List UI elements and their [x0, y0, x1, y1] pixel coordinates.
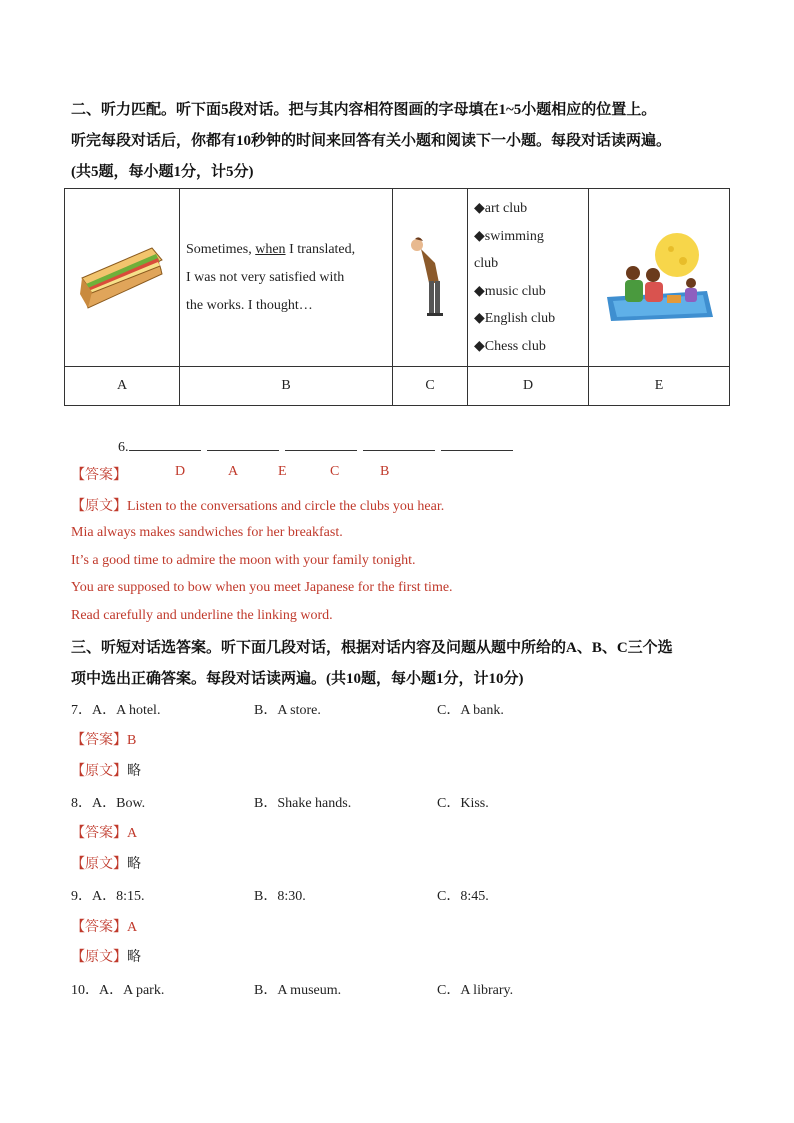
q8-option-c: C．Kiss.	[437, 796, 489, 811]
original-tag: 【原文】	[71, 950, 127, 965]
cell-d-clubs	[468, 189, 589, 367]
section2-heading-line1: 二、听力匹配。听下面5段对话。把与其内容相符图画的字母填在1~5小题相应的位置上。	[71, 102, 657, 118]
q9-answer	[71, 916, 137, 936]
answer-value: B	[380, 464, 390, 479]
q10-option-c: C．A library.	[437, 983, 514, 998]
answer-value: A	[127, 920, 138, 935]
letter-d: D	[468, 367, 589, 406]
club-item: ◆art club	[474, 201, 528, 216]
cellB-underline: when	[255, 241, 286, 257]
cellB-line2: I was not very satisfied with	[186, 269, 345, 285]
q8-option-a: 8．A．Bow.	[71, 796, 146, 811]
q9-option-c: C．8:45.	[437, 889, 489, 904]
cell-c-bow	[393, 189, 468, 367]
club-item: ◆music club	[474, 283, 546, 299]
sandwich-image	[76, 240, 168, 310]
answer-blank[interactable]	[129, 436, 201, 451]
original-value: 略	[127, 950, 141, 965]
q6-blanks	[118, 436, 519, 456]
answer-blank[interactable]	[441, 436, 513, 451]
original-tag: 【原文】	[71, 857, 127, 872]
q8-answer	[71, 822, 137, 842]
moon-family-image	[603, 225, 715, 325]
letter-a: A	[65, 367, 180, 406]
cellB-line3: the works. I thought…	[186, 297, 313, 313]
letter-e: E	[589, 367, 730, 406]
club-item: club	[474, 256, 499, 271]
club-item: ◆swimming	[474, 228, 544, 244]
q6-label: 6.	[118, 440, 129, 455]
letter-c: C	[393, 367, 468, 406]
answer-tag: 【答案】	[71, 468, 127, 483]
q10-option-b: B．A museum.	[254, 983, 342, 998]
original-tag: 【原文】	[71, 499, 127, 514]
answer-blank[interactable]	[285, 436, 357, 451]
q7-answer	[71, 729, 136, 749]
answer-value: A	[127, 826, 138, 841]
original-value: 略	[127, 857, 141, 872]
original-line-2: Mia always makes sandwiches for her breakfast.	[71, 525, 343, 540]
bowing-man-image	[405, 225, 455, 325]
q7-original	[71, 760, 141, 780]
club-item: ◆Chess club	[474, 338, 546, 354]
answer-value: D	[175, 464, 186, 479]
original-line-1	[71, 495, 444, 515]
section2-heading-line2: 听完每段对话后，你都有10秒钟的时间来回答有关小题和阅读下一小题。每段对话读两遍。	[71, 133, 672, 149]
q8-original	[71, 853, 141, 873]
answer-value: C	[330, 464, 340, 479]
answer-value: B	[127, 733, 137, 748]
original-line-3: It’s a good time to admire the moon with your family tonight.	[71, 553, 416, 568]
q9-option-b: B．8:30.	[254, 889, 306, 904]
section2-heading-line3: (共5题，每小题1分，计5分)	[71, 164, 254, 180]
original-line-5: Read carefully and underline the linking word.	[71, 608, 333, 623]
cell-e-moon	[589, 189, 730, 367]
answer-value: A	[228, 464, 239, 479]
cell-a-sandwich	[65, 189, 180, 367]
picture-table	[64, 188, 730, 406]
original-line-4: You are supposed to bow when you meet Japanese for the first time.	[71, 580, 453, 595]
original-tag: 【原文】	[71, 764, 127, 779]
answer-value: E	[278, 464, 287, 479]
answer-blank[interactable]	[207, 436, 279, 451]
answer-tag: 【答案】	[71, 826, 127, 841]
original-value: 略	[127, 764, 141, 779]
q7-option-b: B．A store.	[254, 703, 321, 718]
q6-answer-row	[71, 464, 390, 484]
section3-heading-line1: 三、听短对话选答案。听下面几段对话，根据对话内容及问题从题中所给的A、B、C三个选	[71, 640, 673, 656]
section3-heading-line2: 项中选出正确答案。每段对话读两遍。(共10题，每小题1分，计10分)	[71, 671, 524, 687]
cellB-post: I translated,	[289, 241, 356, 257]
q9-option-a: 9．A．8:15.	[71, 889, 145, 904]
original-text: Listen to the conversations and circle the clubs you hear.	[127, 499, 445, 514]
q7-option-c: C．A bank.	[437, 703, 504, 718]
answer-blank[interactable]	[363, 436, 435, 451]
cellB-pre: Sometimes,	[186, 241, 252, 257]
q8-option-b: B．Shake hands.	[254, 796, 352, 811]
answer-tag: 【答案】	[71, 733, 127, 748]
club-item: ◆English club	[474, 311, 556, 326]
q10-option-a: 10．A．A park.	[71, 983, 165, 998]
q9-original	[71, 946, 141, 966]
letter-b: B	[180, 367, 393, 406]
cell-b-text	[180, 189, 393, 367]
q7-option-a: 7．A．A hotel.	[71, 703, 161, 718]
answer-tag: 【答案】	[71, 920, 127, 935]
